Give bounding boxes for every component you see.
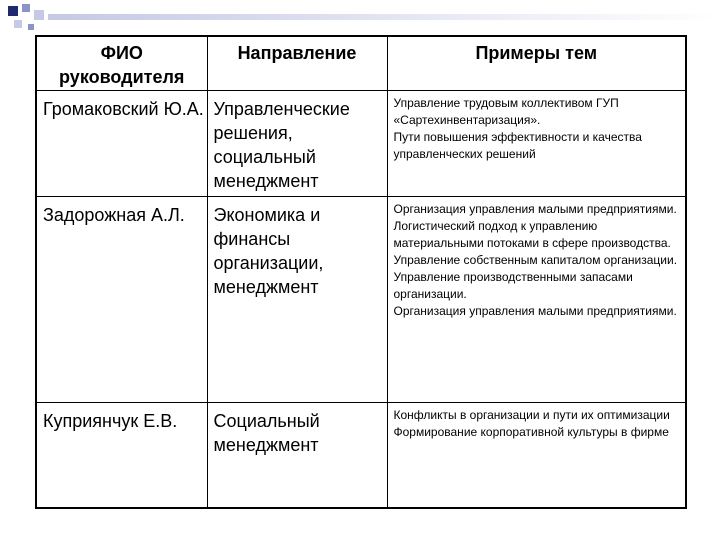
topic-item: Организация управления малыми предприятиями. [393,303,677,318]
column-header-direction: Направление [207,36,387,90]
deco-square-light [34,10,44,20]
supervisor-name: Громаковский Ю.А. [36,90,207,196]
topic-examples [387,196,686,402]
table-header-row [36,36,686,90]
deco-square-mid [22,4,30,12]
topic-item: Управление собственным капиталом организации. [393,252,678,267]
deco-square-mid [28,24,34,30]
deco-square-light [14,20,22,28]
decorative-header-squares [0,0,720,40]
supervisors-table [35,35,687,509]
topic-item: Пути повышения эффективности и качества управленческих решений [393,129,642,161]
topic-item: Логистический подход к управлению материальными потоками в сфере производства. [393,218,671,250]
deco-bar [48,14,720,20]
column-header-name: ФИО руководителя [36,36,207,90]
supervisor-name: Задорожная А.Л. [36,196,207,402]
table-row [36,402,686,508]
supervisor-name: Куприянчук Е.В. [36,402,207,508]
table-row [36,90,686,196]
topic-item: Управление производственными запасами организации. [393,269,633,301]
table-row [36,196,686,402]
topic-item: Формирование корпоративной культуры в фирме [393,424,669,439]
deco-square-dark [8,6,18,16]
topic-examples [387,402,686,508]
column-header-topics: Примеры тем [387,36,686,90]
research-direction: Социальный менеджмент [207,402,387,508]
research-direction: Управленческие решения, социальный менеджмент [207,90,387,196]
research-direction: Экономика и финансы организации, менеджмент [207,196,387,402]
topic-item: Организация управления малыми предприятиями. [393,201,677,216]
topic-item: Управление трудовым коллективом ГУП «Сартехинвентаризация». [393,95,619,127]
topic-examples [387,90,686,196]
topic-item: Конфликты в организации и пути их оптимизации [393,407,670,422]
